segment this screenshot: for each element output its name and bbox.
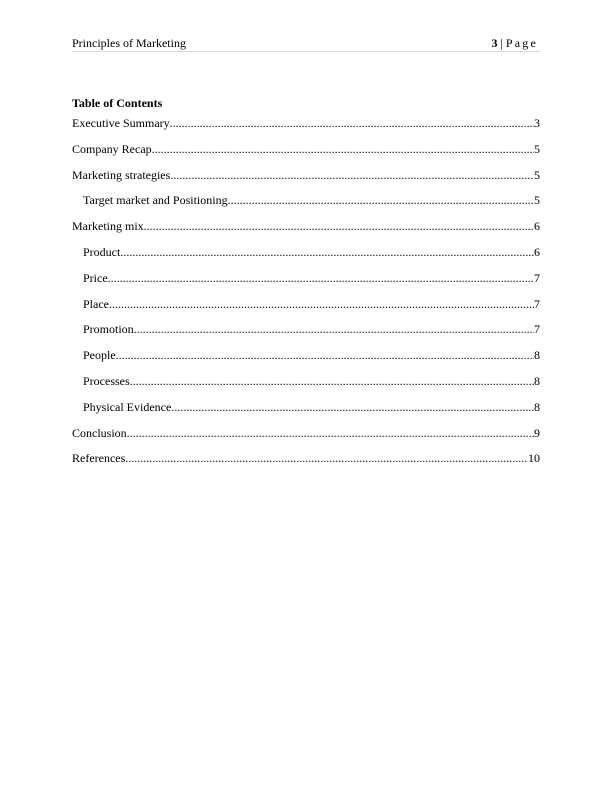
toc-entry-title: Price [83,270,108,285]
toc-entry-title: People [83,348,116,363]
toc-dot-leader [134,322,534,336]
toc-entry-page: 6 [534,219,540,234]
toc-entry-page: 7 [534,322,540,337]
toc-entry-page: 10 [528,451,540,466]
toc-entry-title: Marketing mix [72,219,144,234]
toc-entry-promotion[interactable] [72,322,540,348]
toc-entry-marketing-mix[interactable] [72,219,540,245]
toc-dot-leader [152,142,534,156]
toc-entry-title: Processes [83,373,130,388]
toc-dot-leader [144,219,534,233]
toc-list [72,116,540,477]
toc-entry-page: 3 [534,116,540,130]
toc-entry-title: Product [83,244,121,259]
page-header [72,36,540,52]
toc-dot-leader [120,245,534,259]
toc-dot-leader [116,348,534,362]
toc-entry-target-market[interactable] [72,193,540,219]
toc-entry-title: Marketing strategies [72,167,171,182]
header-page-word: Page [505,36,538,50]
toc-entry-product[interactable] [72,245,540,271]
header-separator: | [497,36,506,50]
header-page-number: 3 [491,36,498,50]
toc-entry-page: 8 [534,373,540,388]
toc-entry-references[interactable] [72,451,540,477]
toc-entry-page: 7 [534,270,540,285]
toc-entry-price[interactable] [72,271,540,297]
toc-dot-leader [228,193,534,207]
toc-dot-leader [171,400,534,414]
toc-entry-page: 9 [534,425,540,440]
toc-entry-processes[interactable] [72,374,540,400]
toc-entry-title: References [72,451,126,466]
toc-entry-page: 5 [534,141,540,156]
toc-entry-title: Executive Summary [72,116,170,130]
toc-dot-leader [125,451,528,465]
toc-entry-page: 6 [534,244,540,259]
toc-entry-physical-evidence[interactable] [72,400,540,426]
toc-dot-leader [130,374,534,388]
toc-heading: Table of Contents [72,96,163,110]
toc-entry-title: Conclusion [72,425,127,440]
toc-dot-leader [127,426,534,440]
toc-entry-title: Promotion [83,322,134,337]
toc-entry-people[interactable] [72,348,540,374]
toc-dot-leader [170,116,534,130]
toc-entry-page: 7 [534,296,540,311]
toc-entry-page: 8 [534,348,540,363]
toc-entry-marketing-strategies[interactable] [72,168,540,194]
toc-entry-page: 5 [534,167,540,182]
toc-entry-title: Target market and Positioning [83,193,228,208]
toc-entry-place[interactable] [72,297,540,323]
toc-entry-conclusion[interactable] [72,426,540,452]
header-title: Principles of Marketing [72,36,186,50]
toc-entry-title: Company Recap [72,141,152,156]
toc-entry-page: 8 [534,399,540,414]
toc-dot-leader [108,271,534,285]
toc-dot-leader [170,168,534,182]
toc-dot-leader [109,297,534,311]
toc-entry-executive-summary[interactable] [72,116,540,142]
header-page-indicator [491,36,538,50]
toc-entry-company-recap[interactable] [72,142,540,168]
toc-entry-page: 5 [534,193,540,208]
toc-entry-title: Place [83,296,109,311]
toc-entry-title: Physical Evidence [83,399,172,414]
